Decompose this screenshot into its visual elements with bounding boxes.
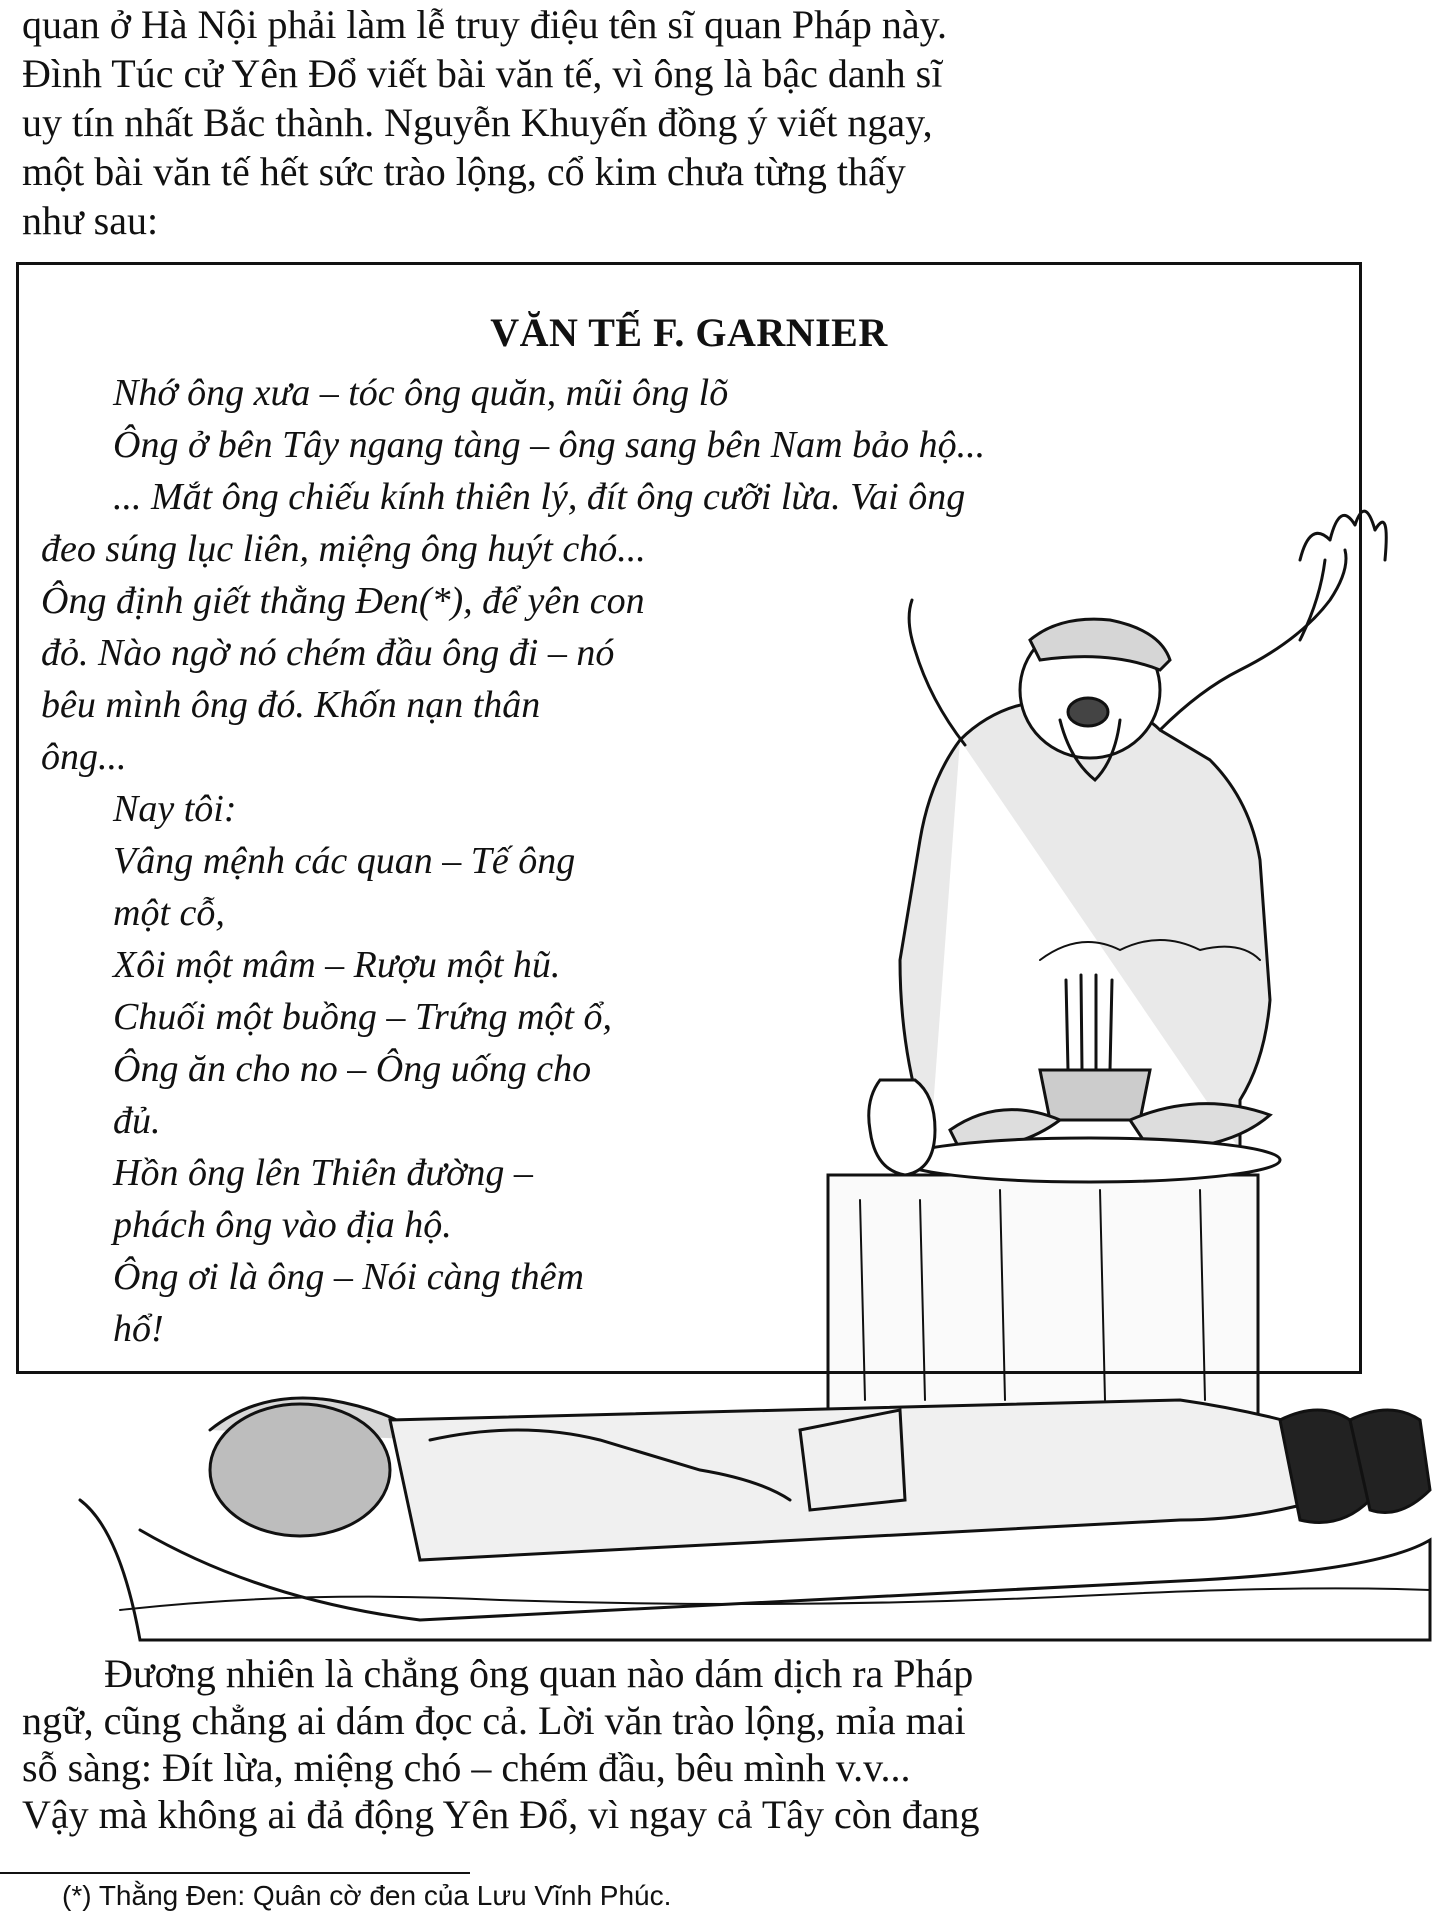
poem-line: Vâng mệnh các quan – Tế ông <box>113 840 576 882</box>
text-line: uy tín nhất Bắc thành. Nguyễn Khuyến đồng ý viết ngay, <box>22 100 933 145</box>
poem-line: đỏ. Nào ngờ nó chém đầu ông đi – nó <box>41 632 615 674</box>
bottom-paragraph <box>22 1650 1332 1838</box>
poem-line: Ông ơi là ông – Nói càng thêm <box>113 1256 584 1298</box>
text-line: như sau: <box>22 198 159 243</box>
poem-line: đủ. <box>113 1100 161 1142</box>
text-line: Đương nhiên là chẳng ông quan nào dám dịch ra Pháp <box>104 1651 974 1696</box>
poem-line: Ông ăn cho no – Ông uống cho <box>113 1048 592 1090</box>
footnote-divider <box>0 1872 470 1874</box>
poem-line: Ông ở bên Tây ngang tàng – ông sang bên Nam bảo hộ... <box>113 424 986 466</box>
poem-title: VĂN TẾ F. GARNIER <box>490 310 888 355</box>
poem-line: ... Mắt ông chiếu kính thiên lý, đít ông cưỡi lừa. Vai ông <box>113 476 966 518</box>
poem-line: Ông định giết thằng Đen(*), để yên con <box>41 580 645 622</box>
text-line: một bài văn tế hết sức trào lộng, cổ kim chưa từng thấy <box>22 149 906 194</box>
footnote: (*) Thằng Đen: Quân cờ đen của Lưu Vĩnh Phúc. <box>62 1880 672 1911</box>
poem-line: Hồn ông lên Thiên đường – <box>113 1152 533 1194</box>
poem-line: hổ! <box>113 1308 164 1350</box>
poem-line: đeo súng lục liên, miệng ông huýt chó... <box>41 528 646 570</box>
poem-line: một cỗ, <box>113 892 225 934</box>
poem-line: Nhớ ông xưa – tóc ông quăn, mũi ông lõ <box>113 372 729 414</box>
text-line: sỗ sàng: Đít lừa, miệng chó – chém đầu, bêu mình v.v... <box>22 1745 911 1790</box>
poem-box <box>16 262 1362 1374</box>
text-line: quan ở Hà Nội phải làm lễ truy điệu tên sĩ quan Pháp này. <box>22 2 948 47</box>
text-line: Vậy mà không ai đả động Yên Đổ, vì ngay cả Tây còn đang <box>22 1792 980 1837</box>
poem-line: ông... <box>41 736 127 778</box>
poem-line: Chuối một buồng – Trứng một ổ, <box>113 996 612 1038</box>
text-line: ngữ, cũng chẳng ai dám đọc cả. Lời văn trào lộng, mỉa mai <box>22 1698 966 1743</box>
poem-line: Nay tôi: <box>113 788 237 830</box>
text-line: Đình Túc cử Yên Đổ viết bài văn tế, vì ông là bậc danh sĩ <box>22 51 943 96</box>
poem-line: Xôi một mâm – Rượu một hũ. <box>113 944 561 986</box>
poem-line: bêu mình ông đó. Khốn nạn thân <box>41 684 541 726</box>
poem-line: phách ông vào địa hộ. <box>113 1204 452 1246</box>
